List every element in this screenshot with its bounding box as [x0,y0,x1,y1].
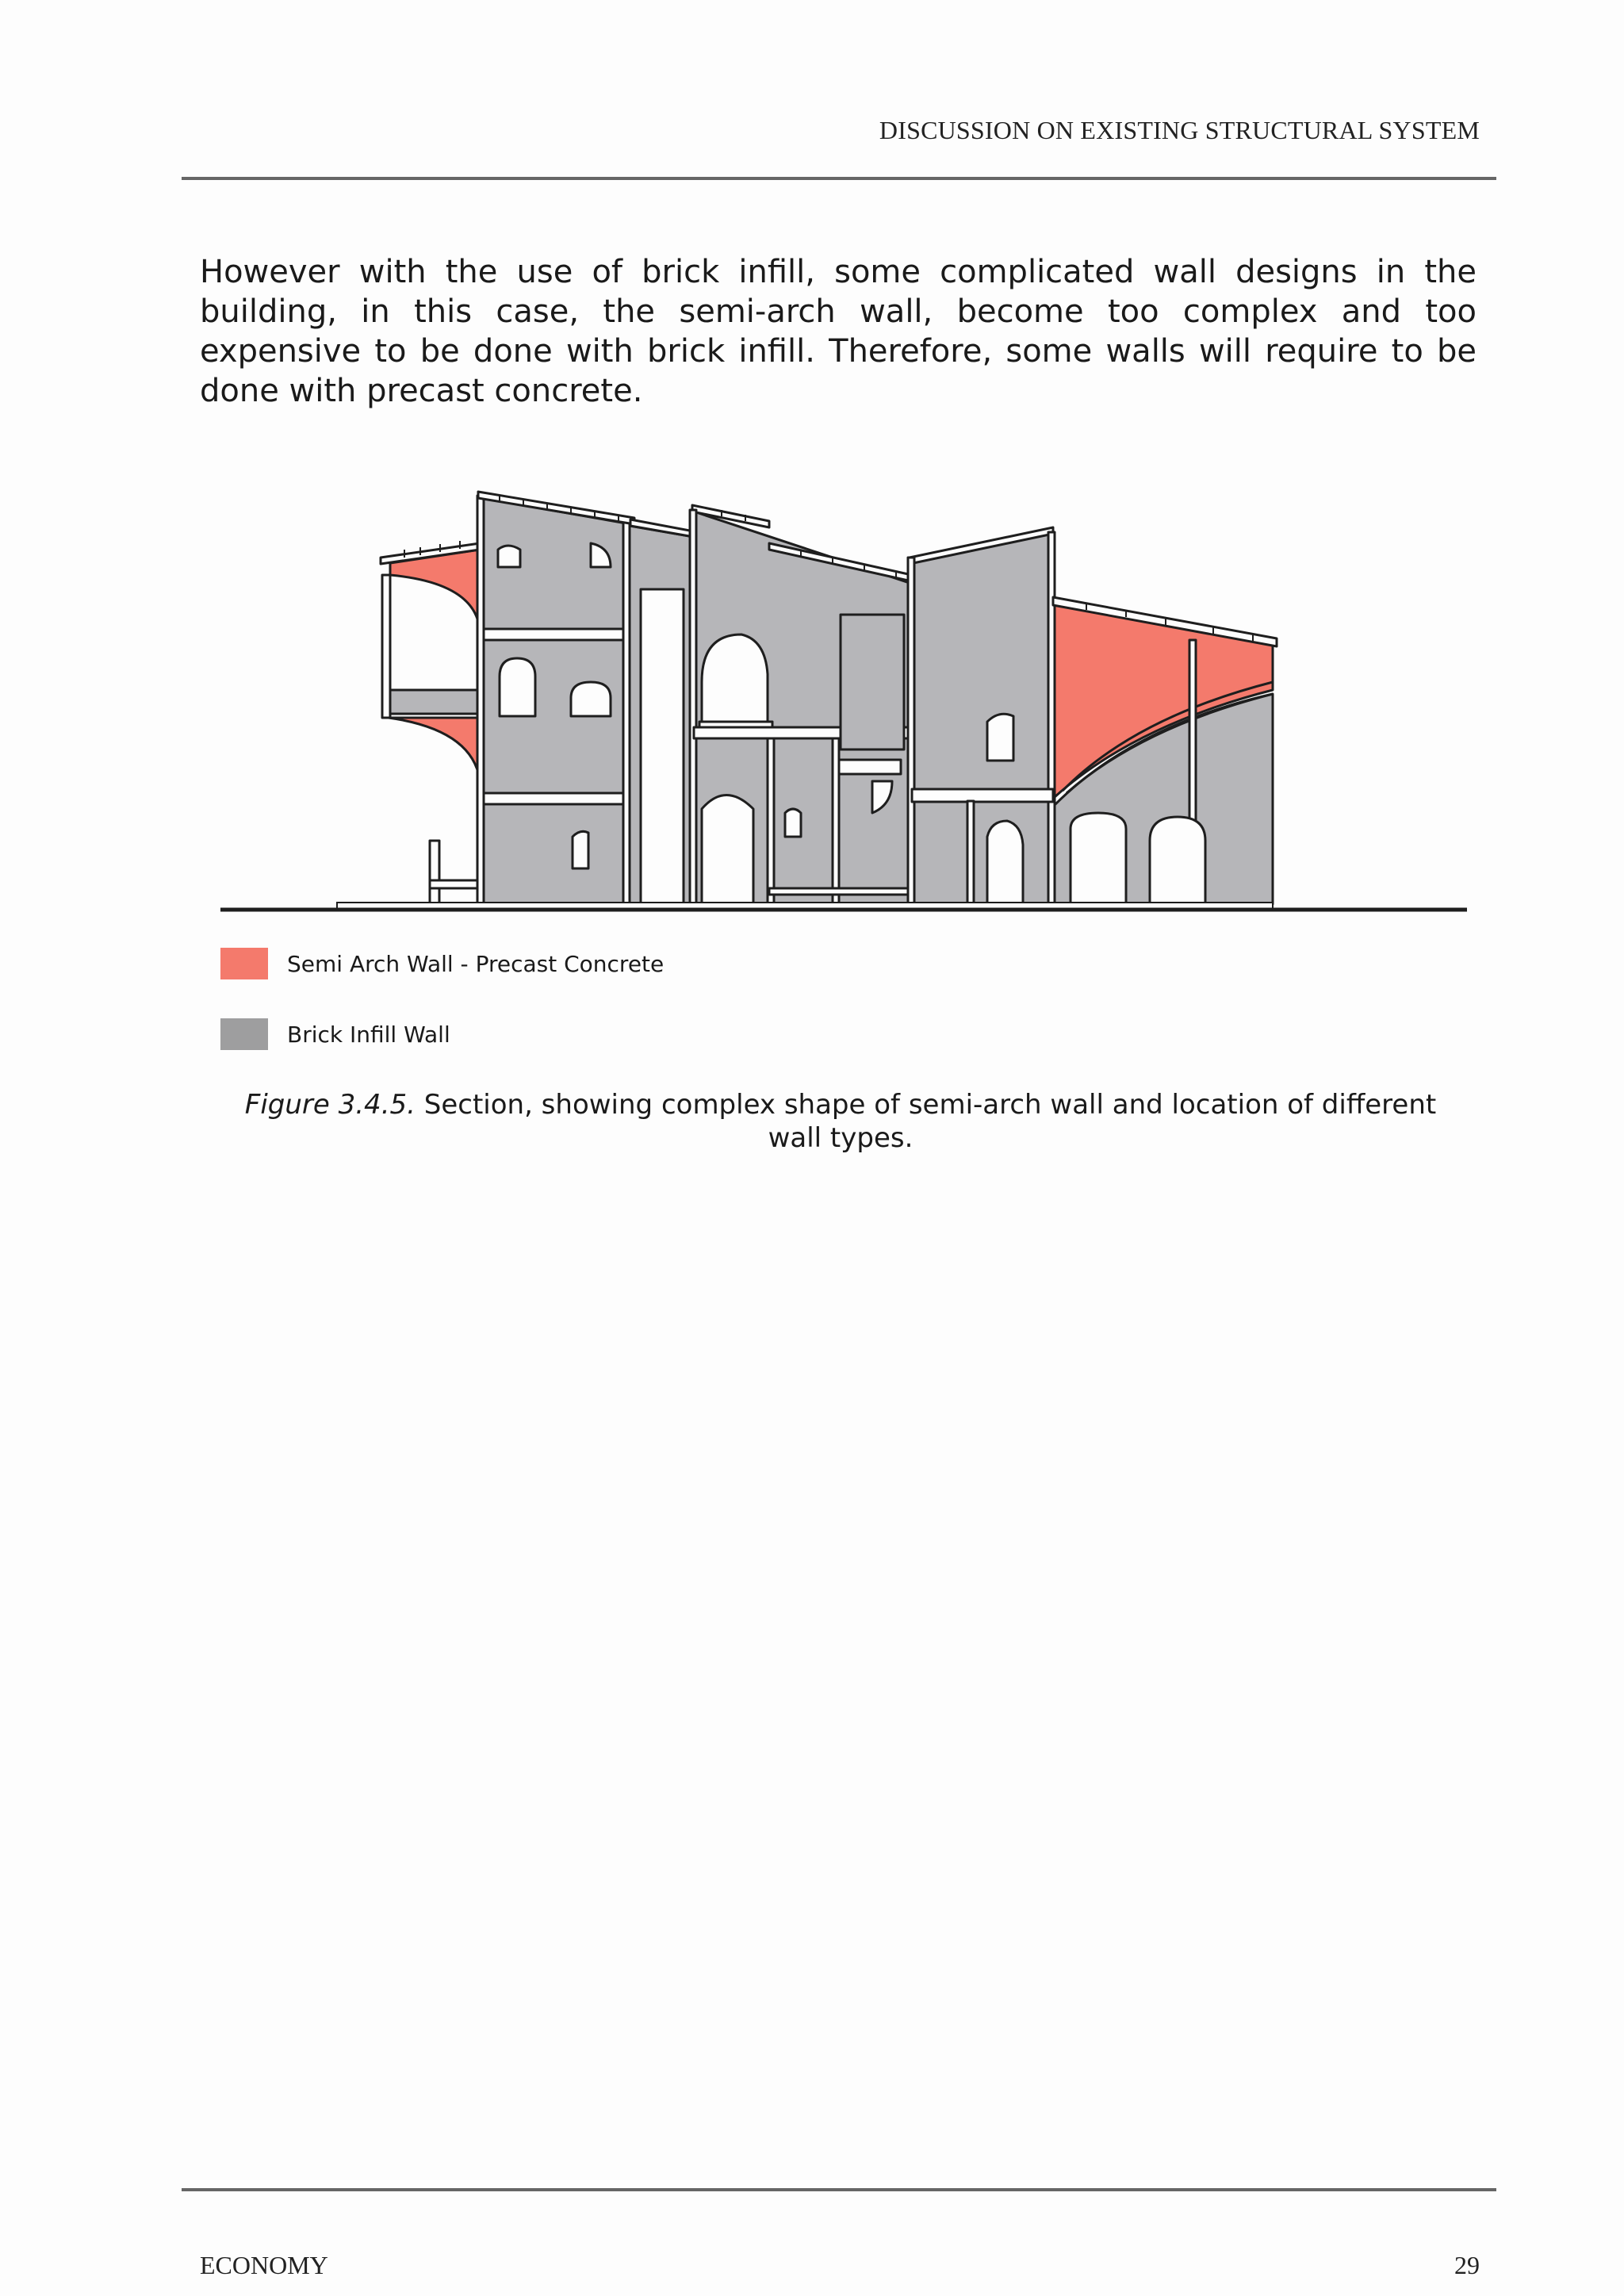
tower2-ground-arch [702,795,753,905]
left-stair-rail [430,841,439,906]
header-rule [182,177,1496,180]
right-door-arch-2 [1150,817,1205,904]
window-t1-e [573,831,588,868]
right-door-arch [1071,813,1126,904]
slab-1 [481,629,630,640]
slab-2 [481,793,630,804]
page-number: 29 [1454,2251,1480,2279]
window-t3-a [987,714,1013,761]
window-t1-c [500,658,535,716]
tower1-column-left [477,496,484,908]
tower2-arch-window [702,634,768,722]
left-post [382,575,390,718]
footer-section: ECONOMY [200,2251,328,2279]
slab-4 [839,760,901,774]
legend-label-precast: Semi Arch Wall - Precast Concrete [287,951,665,977]
brick-wall-tower3 [912,531,1051,904]
footer-rule [182,2188,1496,2191]
legend-swatch-precast [220,948,268,979]
semi-arch-wall-left-lower [389,718,480,780]
tower3-void [841,615,904,749]
slab-5 [912,789,1053,802]
ground-rail [769,888,908,895]
figure-caption-text: Section, showing complex shape of semi-arch wall and location of different wall types. [423,1089,1437,1154]
left-stair-step [430,880,481,888]
window-t2-small [785,809,801,837]
running-header: DISCUSSION ON EXISTING STRUCTURAL SYSTEM [879,116,1480,144]
tower3-ground-post [967,801,974,904]
tower3-column-left [908,558,914,907]
left-balcony [382,690,481,714]
figure-number: Figure 3.4.5. [244,1089,416,1121]
window-t1-a [498,546,520,567]
figure-caption [214,1088,1467,1155]
section-drawing [214,464,1475,916]
window-t3-b [987,821,1023,904]
legend-swatch-brick [220,1018,268,1050]
middle-void [641,589,684,904]
window-t1-d [571,682,611,716]
tower2-column [690,510,696,907]
tower2-column-2 [768,738,774,905]
body-paragraph: However with the use of brick infill, some complicated wall designs in the building, in this case, the semi-arch wall, become too complex and too expensive to be done with brick infill. Therefore, some walls will require to be done with precast concrete. [200,254,1477,409]
legend-label-brick: Brick Infill Wall [287,1022,450,1048]
